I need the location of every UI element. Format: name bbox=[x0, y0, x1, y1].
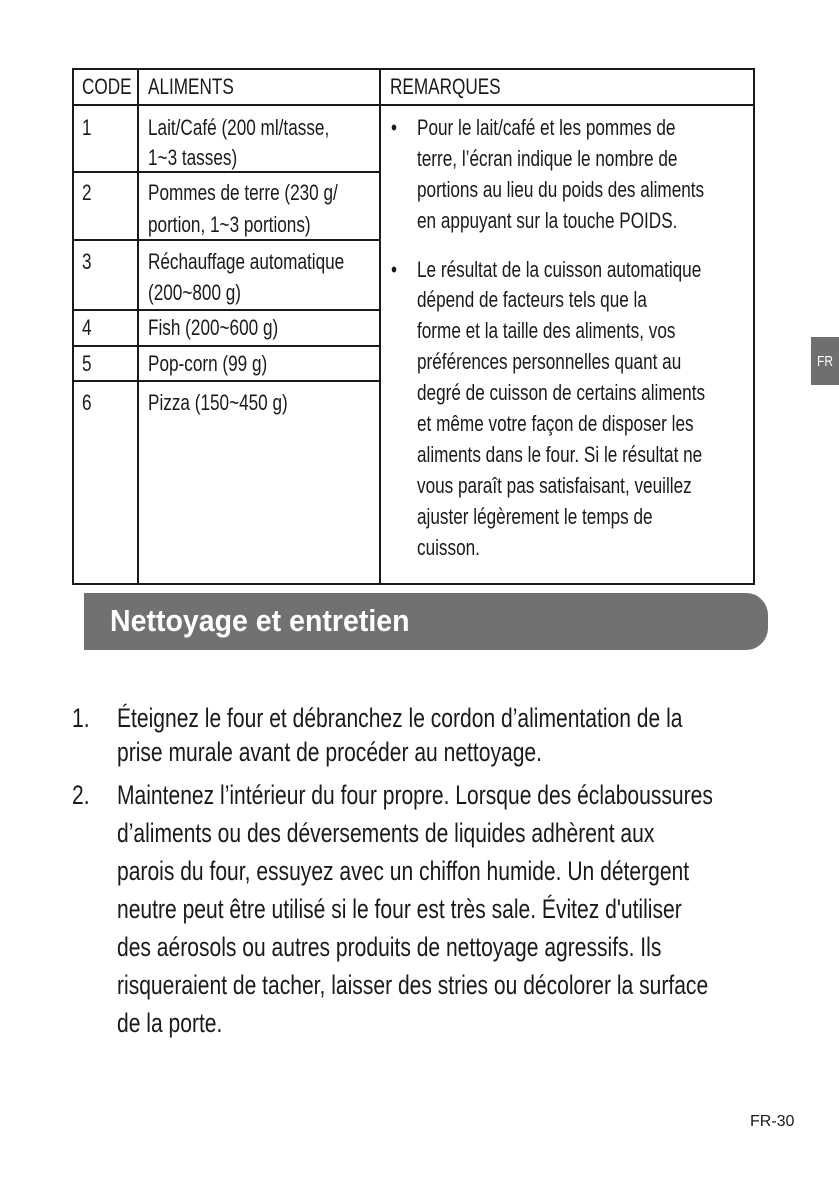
column-divider bbox=[137, 68, 139, 583]
row-food: Réchauffage automatique bbox=[148, 249, 345, 274]
remark-line: dépend de facteurs tels que la bbox=[417, 287, 647, 312]
remark-line: degré de cuisson de certains aliments bbox=[417, 380, 706, 405]
remark-line: Le résultat de la cuisson automatique bbox=[417, 257, 702, 282]
section-title: Nettoyage et entretien bbox=[110, 603, 410, 638]
step-line: Éteignez le four et débranchez le cordon d’alimentation de la bbox=[117, 703, 683, 733]
remark-line: portions au lieu du poids des aliments bbox=[417, 177, 705, 202]
remark-line: préférences personnelles quant au bbox=[417, 349, 682, 374]
step-line: des aérosols ou autres produits de nettoyage agressifs. Ils bbox=[117, 932, 662, 962]
remark-line: et même votre façon de disposer les bbox=[417, 411, 694, 436]
step-line: Maintenez l’intérieur du four propre. Lorsque des éclaboussures bbox=[117, 780, 713, 810]
row-divider bbox=[72, 380, 381, 382]
row-divider bbox=[72, 309, 381, 311]
remark-line: cuisson. bbox=[417, 535, 480, 560]
remark-line: vous paraît pas satisfaisant, veuillez bbox=[417, 473, 692, 498]
step-line: prise murale avant de procéder au nettoyage. bbox=[117, 737, 542, 767]
header-divider bbox=[72, 104, 755, 106]
language-tab-label: FR bbox=[817, 352, 833, 370]
section-banner bbox=[84, 593, 768, 650]
column-header: ALIMENTS bbox=[148, 74, 234, 99]
remark-line: terre, l’écran indique le nombre de bbox=[417, 146, 678, 171]
row-code: 3 bbox=[82, 249, 92, 274]
row-code: 1 bbox=[82, 115, 92, 140]
step-number: 2. bbox=[72, 780, 90, 810]
row-code: 6 bbox=[82, 390, 92, 415]
step-line: neutre peut être utilisé si le four est très sale. Évitez d'utiliser bbox=[117, 894, 682, 924]
step-line: de la porte. bbox=[117, 1008, 223, 1038]
remark-bullet: • bbox=[391, 115, 398, 140]
row-food: Fish (200~600 g) bbox=[148, 315, 279, 340]
remark-line: aliments dans le four. Si le résultat ne bbox=[417, 442, 703, 467]
remark-line: ajuster légèrement le temps de bbox=[417, 504, 653, 529]
row-food: (200~800 g) bbox=[148, 280, 242, 305]
remark-line: en appuyant sur la touche POIDS. bbox=[417, 208, 678, 233]
row-divider bbox=[72, 345, 381, 347]
row-code: 5 bbox=[82, 351, 92, 376]
step-line: parois du four, essuyez avec un chiffon humide. Un détergent bbox=[117, 856, 690, 886]
remark-bullet: • bbox=[391, 257, 398, 282]
page-number: FR-30 bbox=[750, 1113, 795, 1130]
column-header: REMARQUES bbox=[390, 74, 501, 99]
column-header: CODE bbox=[82, 74, 132, 99]
row-food: Pop-corn (99 g) bbox=[148, 351, 268, 376]
row-food: portion, 1~3 portions) bbox=[148, 212, 311, 237]
row-code: 2 bbox=[82, 180, 92, 205]
row-food: 1~3 tasses) bbox=[148, 145, 238, 170]
remark-line: forme et la taille des aliments, vos bbox=[417, 318, 676, 343]
row-food: Lait/Café (200 ml/tasse, bbox=[148, 115, 330, 140]
row-code: 4 bbox=[82, 315, 92, 340]
step-line: d’aliments ou des déversements de liquides adhèrent aux bbox=[117, 818, 655, 848]
step-number: 1. bbox=[72, 703, 90, 733]
row-food: Pommes de terre (230 g/ bbox=[148, 180, 338, 205]
row-food: Pizza (150~450 g) bbox=[148, 390, 288, 415]
language-tab bbox=[811, 337, 839, 385]
step-line: risqueraient de tacher, laisser des stries ou décolorer la surface bbox=[117, 970, 709, 1000]
remark-line: Pour le lait/café et les pommes de bbox=[417, 115, 676, 140]
column-divider bbox=[379, 68, 381, 583]
